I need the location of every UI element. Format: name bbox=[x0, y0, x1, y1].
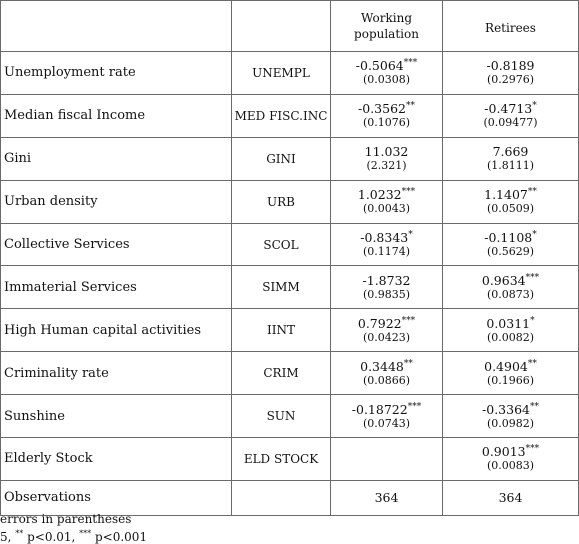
coefficient bbox=[443, 230, 578, 245]
retirees-cell bbox=[443, 438, 579, 481]
coefficient-value: -0.1108 bbox=[484, 230, 533, 245]
coefficient-value: -0.3562 bbox=[358, 101, 406, 117]
retirees-cell bbox=[443, 395, 579, 438]
standard-error: (0.0509) bbox=[486, 202, 535, 216]
significance-stars: ** bbox=[527, 358, 537, 369]
significance-stars: *** bbox=[401, 315, 416, 326]
significance-stars: *** bbox=[401, 187, 416, 198]
working-population-cell bbox=[331, 137, 443, 180]
variable-code: MED FISC.INC bbox=[232, 94, 331, 137]
table-row bbox=[1, 180, 579, 223]
working-population-cell bbox=[331, 180, 443, 223]
standard-error: (0.0308) bbox=[362, 73, 411, 87]
variable-code: SCOL bbox=[232, 223, 331, 266]
coefficient-value: -0.18722 bbox=[351, 401, 408, 417]
standard-error: (0.1966) bbox=[486, 373, 535, 387]
coefficient-value: 0.9634 bbox=[481, 272, 526, 288]
significance-stars: *** bbox=[403, 58, 418, 69]
working-population-cell bbox=[331, 352, 443, 395]
standard-error: (0.0982) bbox=[486, 416, 535, 430]
header-label: Retirees bbox=[485, 20, 536, 35]
coefficient bbox=[331, 58, 442, 73]
coefficient-value: -0.8189 bbox=[486, 58, 535, 74]
coefficient bbox=[443, 316, 578, 331]
header-working-population bbox=[331, 1, 443, 52]
standard-error: (0.1076) bbox=[362, 116, 411, 130]
variable-label: Immaterial Services bbox=[1, 266, 232, 309]
coefficient bbox=[443, 187, 578, 202]
retirees-cell bbox=[443, 94, 579, 137]
retirees-cell bbox=[443, 137, 579, 180]
coefficient-value: 7.669 bbox=[492, 144, 529, 160]
coefficient bbox=[331, 316, 442, 331]
variable-label: Urban density bbox=[1, 180, 232, 223]
coefficient bbox=[443, 444, 578, 459]
coefficient-value: 0.9013 bbox=[481, 444, 526, 460]
working-population-cell bbox=[331, 438, 443, 481]
significance-stars: * bbox=[532, 230, 537, 240]
standard-error: (0.0082) bbox=[486, 330, 535, 344]
coefficient bbox=[331, 144, 442, 159]
observations-retirees: 364 bbox=[443, 480, 579, 515]
coefficient-value: 1.1407 bbox=[484, 187, 528, 203]
retirees-cell bbox=[443, 223, 579, 266]
standard-error: (0.5629) bbox=[486, 245, 535, 258]
header-empty-cell bbox=[1, 1, 232, 52]
note-text: p<0.01, bbox=[23, 530, 80, 544]
significance-stars: * bbox=[530, 315, 535, 326]
observations-row bbox=[1, 480, 579, 515]
retirees-cell bbox=[443, 266, 579, 309]
standard-error: (0.0743) bbox=[362, 416, 411, 430]
header-empty-cell bbox=[232, 1, 331, 52]
coefficient bbox=[443, 58, 578, 73]
significance-stars: * bbox=[532, 101, 537, 112]
table-note: errors in parentheses bbox=[0, 512, 132, 526]
significance-stars: ** bbox=[529, 401, 539, 412]
working-population-cell bbox=[331, 395, 443, 438]
working-population-cell bbox=[331, 309, 443, 352]
coefficient-value: 0.0311 bbox=[486, 315, 531, 331]
significance-stars: ** bbox=[527, 187, 537, 198]
variable-label: Gini bbox=[1, 137, 232, 180]
standard-error: (0.2976) bbox=[486, 73, 535, 87]
table-row bbox=[1, 223, 579, 266]
variable-code: SIMM bbox=[232, 266, 331, 309]
coefficient-value: 0.4904 bbox=[484, 358, 528, 374]
coefficient bbox=[331, 230, 442, 245]
standard-error: (0.0873) bbox=[486, 287, 535, 301]
standard-error: (2.321) bbox=[366, 159, 407, 173]
variable-label: Sunshine bbox=[1, 395, 232, 438]
variable-code: SUN bbox=[232, 395, 331, 438]
significance-stars: *** bbox=[525, 444, 540, 455]
coefficient bbox=[443, 359, 578, 374]
standard-error: (0.0043) bbox=[362, 202, 411, 216]
coefficient bbox=[443, 101, 578, 116]
variable-label: High Human capital activities bbox=[1, 309, 232, 352]
standard-error: (0.0083) bbox=[486, 459, 535, 473]
coefficient bbox=[443, 144, 578, 159]
note-text: 5, bbox=[0, 530, 16, 544]
table-row bbox=[1, 438, 579, 481]
significance-stars: *** bbox=[525, 272, 540, 283]
working-population-cell bbox=[331, 94, 443, 137]
note-sig: ** bbox=[15, 529, 24, 538]
variable-code: ELD STOCK bbox=[232, 438, 331, 481]
working-population-cell bbox=[331, 266, 443, 309]
table-row bbox=[1, 52, 579, 95]
note-sig: *** bbox=[79, 529, 92, 538]
coefficient-value: 0.3448 bbox=[360, 358, 404, 374]
coefficient-value: -0.3364 bbox=[482, 401, 530, 417]
variable-label: Unemployment rate bbox=[1, 52, 232, 95]
standard-error: (0.09477) bbox=[483, 116, 538, 130]
retirees-cell bbox=[443, 180, 579, 223]
header-label: Working population bbox=[354, 11, 419, 41]
standard-error: (0.0866) bbox=[362, 373, 411, 387]
variable-label: Median fiscal Income bbox=[1, 94, 232, 137]
variable-code: IINT bbox=[232, 309, 331, 352]
retirees-cell bbox=[443, 52, 579, 95]
significance-stars: *** bbox=[407, 401, 422, 412]
significance-stars: ** bbox=[403, 358, 413, 369]
standard-error: (0.9835) bbox=[362, 287, 411, 301]
coefficient-value: -0.4713 bbox=[484, 101, 533, 117]
coefficient-value: -1.8732 bbox=[362, 272, 411, 288]
retirees-cell bbox=[443, 309, 579, 352]
variable-code: GINI bbox=[232, 137, 331, 180]
table-row bbox=[1, 137, 579, 180]
coefficient-value: 11.032 bbox=[364, 144, 409, 160]
standard-error: (0.0423) bbox=[362, 330, 411, 344]
variable-code: UNEMPL bbox=[232, 52, 331, 95]
note-text: p<0.001 bbox=[91, 530, 148, 544]
variable-label: Elderly Stock bbox=[1, 438, 232, 481]
variable-label: Criminality rate bbox=[1, 352, 232, 395]
observations-working-population: 364 bbox=[331, 480, 443, 515]
coefficient bbox=[331, 402, 442, 417]
working-population-cell bbox=[331, 52, 443, 95]
coefficient bbox=[443, 273, 578, 288]
table-row bbox=[1, 395, 579, 438]
standard-error: (1.8111) bbox=[486, 159, 535, 173]
variable-label: Collective Services bbox=[1, 223, 232, 266]
table-row bbox=[1, 266, 579, 309]
coefficient-value: -0.5064 bbox=[355, 58, 404, 74]
significance-stars: * bbox=[408, 230, 413, 240]
standard-error: (0.1174) bbox=[362, 245, 411, 258]
significance-stars: ** bbox=[405, 101, 415, 112]
coefficient bbox=[331, 101, 442, 116]
coefficient-value: -0.8343 bbox=[360, 230, 409, 245]
variable-code: URB bbox=[232, 180, 331, 223]
table-row bbox=[1, 94, 579, 137]
coefficient-value: 1.0232 bbox=[357, 187, 402, 203]
table-row bbox=[1, 352, 579, 395]
table-header-row bbox=[1, 1, 579, 52]
variable-code: CRIM bbox=[232, 352, 331, 395]
coefficient bbox=[443, 402, 578, 417]
coefficient bbox=[331, 359, 442, 374]
coefficient-value: 0.7922 bbox=[357, 315, 402, 331]
observations-empty-cell bbox=[232, 480, 331, 515]
coefficient bbox=[331, 273, 442, 288]
retirees-cell bbox=[443, 352, 579, 395]
table-row bbox=[1, 309, 579, 352]
working-population-cell bbox=[331, 223, 443, 266]
coefficient bbox=[331, 187, 442, 202]
header-retirees bbox=[443, 1, 579, 52]
observations-label: Observations bbox=[1, 480, 232, 515]
